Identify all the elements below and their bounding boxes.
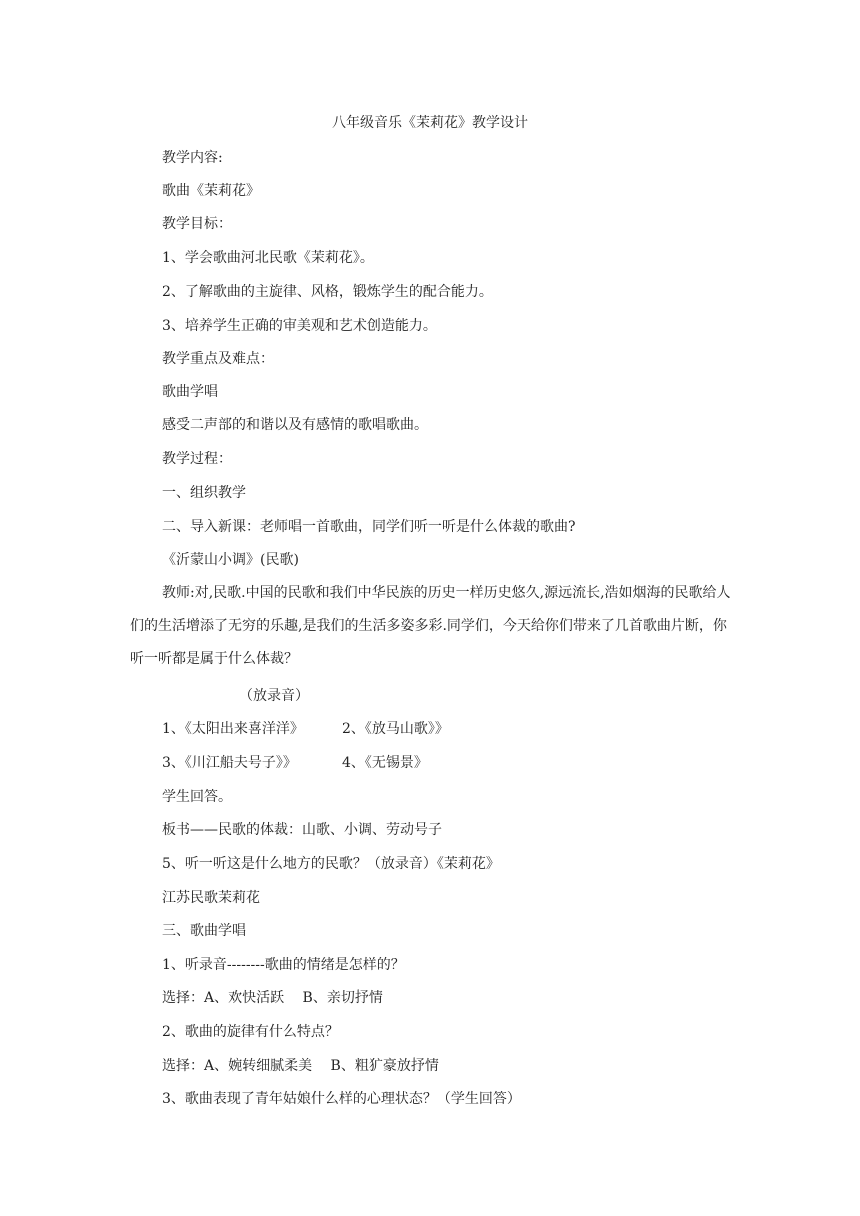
text-line: 《沂蒙山小调》(民歌)	[162, 552, 299, 568]
text-line: 3、培养学生正确的审美观和艺术创造能力。	[162, 318, 437, 334]
text-line: 5、听一听这是什么地方的民歌？（放录音）《茉莉花》	[162, 856, 500, 872]
song-item: 2、《放马山歌》》	[342, 721, 449, 737]
recording-note: （放录音）	[239, 688, 309, 704]
text-line: 歌曲《茉莉花》	[162, 183, 260, 199]
text-line: 教学目标：	[162, 216, 232, 232]
song-item: 1、《太阳出来喜洋洋》	[162, 721, 304, 737]
text-line: 选择：A、婉转细腻柔美 B、粗犷豪放抒情	[162, 1058, 439, 1074]
text-line: 二、导入新课：老师唱一首歌曲，同学们听一听是什么体裁的歌曲?	[162, 519, 576, 535]
text-line: 教学内容:	[162, 150, 223, 166]
text-line: 选择：A、欢快活跃 B、亲切抒情	[162, 990, 383, 1006]
song-item: 4、《无锡景》	[342, 755, 428, 771]
text-line: 3、歌曲表现了青年姑娘什么样的心理状态？（学生回答）	[162, 1091, 521, 1107]
song-item: 3、《川江船夫号子》》	[162, 755, 297, 771]
text-line: 板书——民歌的体裁：山歌、小调、劳动号子	[162, 822, 442, 838]
text-line: 三、歌曲学唱	[162, 923, 246, 939]
text-line: 一、组织教学	[162, 485, 246, 501]
text-line: 1、学会歌曲河北民歌《茉莉花》。	[162, 250, 374, 266]
text-line: 学生回答。	[162, 789, 232, 805]
text-line: 2、了解歌曲的主旋律、风格，锻炼学生的配合能力。	[162, 284, 493, 300]
text-line: 教学重点及难点：	[162, 351, 274, 367]
text-line: 江苏民歌茉莉花	[162, 890, 260, 906]
body-paragraph: 教师:对,民歌.中国的民歌和我们中华民族的历史一样历史悠久,源远流长,浩如烟海的民歌给人们的生活增添了无穷的乐趣,是我们的生活多姿多彩.同学们，今天给你们带来了几首歌曲片断，你听一听都是属于什么体裁？	[130, 585, 731, 667]
text-line: 歌曲学唱	[162, 384, 218, 400]
text-line: 1、听录音--------歌曲的情绪是怎样的？	[162, 957, 405, 973]
text-line: 感受二声部的和谐以及有感情的歌唱歌曲。	[162, 417, 428, 433]
text-line: 2、歌曲的旋律有什么特点？	[162, 1024, 339, 1040]
document-title: 八年级音乐《茉莉花》教学设计	[332, 115, 528, 131]
text-line: 教学过程：	[162, 451, 232, 467]
